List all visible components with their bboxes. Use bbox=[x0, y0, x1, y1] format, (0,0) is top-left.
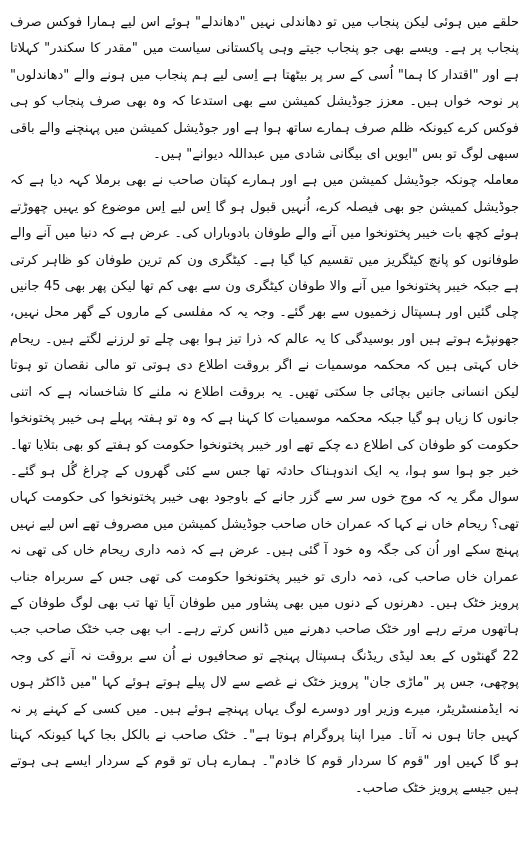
article-paragraph-2: معاملہ چونکہ جوڈیشل کمیشن میں ہے اور ہمارے کپتان صاحب نے بھی برملا کہہ دیا ہے کہ جوڈیشل کمیشن جو بھی فیصلہ کرے، اُنہیں قبول ہو گا اِس لیے اِس موضوع کو یہیں چھوڑتے ہوئے کچھ بات خیبر پختونخوا میں آنے والے طوفان بادوباراں کی۔ عرض ہے کہ دنیا میں آنے والے طوفانوں کو پانچ کیٹگریز میں تقسیم کیا گیا ہے۔ کیٹگری ون کم ترین طوفان کو ظاہر کرتی ہے جبکہ خیبر پختونخوا میں آنے والا طوفان کیٹگری ون سے بھی کم تھا لیکن پھر بھی 45 جانیں چلی گئیں اور ہسپتال زخمیوں سے بھر گئے۔ وجہ یہ کہ مفلسی کے ماروں کے گھر محل نہیں، جھونپڑے ہوتے ہیں اور بوسیدگی کا یہ عالم کہ ذرا تیز ہوا بھی چلے تو لرزنے لگتے ہیں۔ ریحام خاں کہتی ہیں کہ محکمہ موسمیات نے اگر بروقت اطلاع دی ہوتی تو مالی نقصان تو ہوتا لیکن انسانی جانیں بچائی جا سکتی تھیں۔ یہ بروقت اطلاع نہ ملنے کا شاخسانہ ہے کہ اتنی جانوں کا زیاں ہو گیا جبکہ محکمہ موسمیات کا کہنا ہے کہ وہ تو ہفتہ پہلے ہی خیبر پختونخوا حکومت کو طوفان کی اطلاع دے چکے تھے اور خیبر پختونخوا حکومت کو ہفتے کو بھی بتلایا تھا۔ خیر جو ہوا سو ہوا، یہ ایک اندوہناک حادثہ تھا جس سے کئی گھروں کے چراغ گُل ہو گئے۔ سوال مگر یہ کہ موج خوں سر سے گزر جانے کے باوجود بھی خیبر پختونخوا کی حکومت کہاں تھی؟ ریحام خاں نے کہا کہ عمران خاں صاحب جوڈیشل کمیشن میں مصروف تھے اس لیے نہیں پہنچ سکے اور اُن کی جگہ وہ خود آ گئی ہیں۔ عرض ہے کہ ذمہ داری ریحام خاں کی تھی نہ عمران خاں صاحب کی، ذمہ داری تو خیبر پختونخوا حکومت کی تھی جس کے سربراہ جناب پرویز خٹک ہیں۔ دھرنوں کے دنوں میں بھی پشاور میں طوفان آیا تھا تب بھی لوگ طوفان کے ہاتھوں مرتے رہے اور خٹک صاحب دھرنے میں ڈانس کرتے رہے۔ اب بھی جب خٹک صاحب جب 22 گھنٹوں کے بعد لیڈی ریڈنگ ہسپتال پہنچے تو صحافیوں نے اُن سے بروقت نہ آنے کی وجہ پوچھی، جس پر "ماڑی جان" پرویز خٹک نے غصے سے لال پیلے ہوتے ہوئے کہا "میں ڈاکٹر ہوں نہ ایڈمنسٹریٹر، میرے وزیر اور دوسرے لوگ یہاں پہنچے ہوئے ہیں۔ میں کسی کے کہنے پر نہ کہیں جاتا ہوں نہ آتا۔ میرا اپنا پروگرام ہوتا ہے"۔ خٹک صاحب نے بالکل بجا کہا کیونکہ کہنا ہو گا کہیں اور "قوم کا سردار قوم کا خادم"۔ ہمارے ہاں تو قوم کے سردار ایسے ہی ہوتے ہیں جیسے پرویز خٹک صاحب۔ bbox=[10, 173, 519, 796]
article-paragraph-1: حلقے میں ہوئی لیکن پنجاب میں تو دھاندلی نہیں "دھاندلے" ہوئے اس لیے ہمارا فوکس صرف پنجاب پر ہے۔ ویسے بھی جو پنجاب جیتے وہی پاکستانی سیاست میں "مقدر کا سکندر" کہلاتا ہے اور "اقتدار کا ہما" اُسی کے سر پر بیٹھتا ہے اِسی لیے ہم پنجاب میں ہونے والے "دھاندلوں" پر نوحہ خواں ہیں۔ معزز جوڈیشل کمیشن سے بھی استدعا کہ وہ بھی صرف پنجاب کو ہی فوکس کرے کیونکہ ظلم صرف ہمارے ساتھ ہوا ہے اور جوڈیشل کمیشن میں پہنچنے والے باقی سبھی لوگ تو بس "ایویں ای بیگانی شادی میں عبداللہ دیوانے" ہیں۔ bbox=[10, 15, 519, 163]
